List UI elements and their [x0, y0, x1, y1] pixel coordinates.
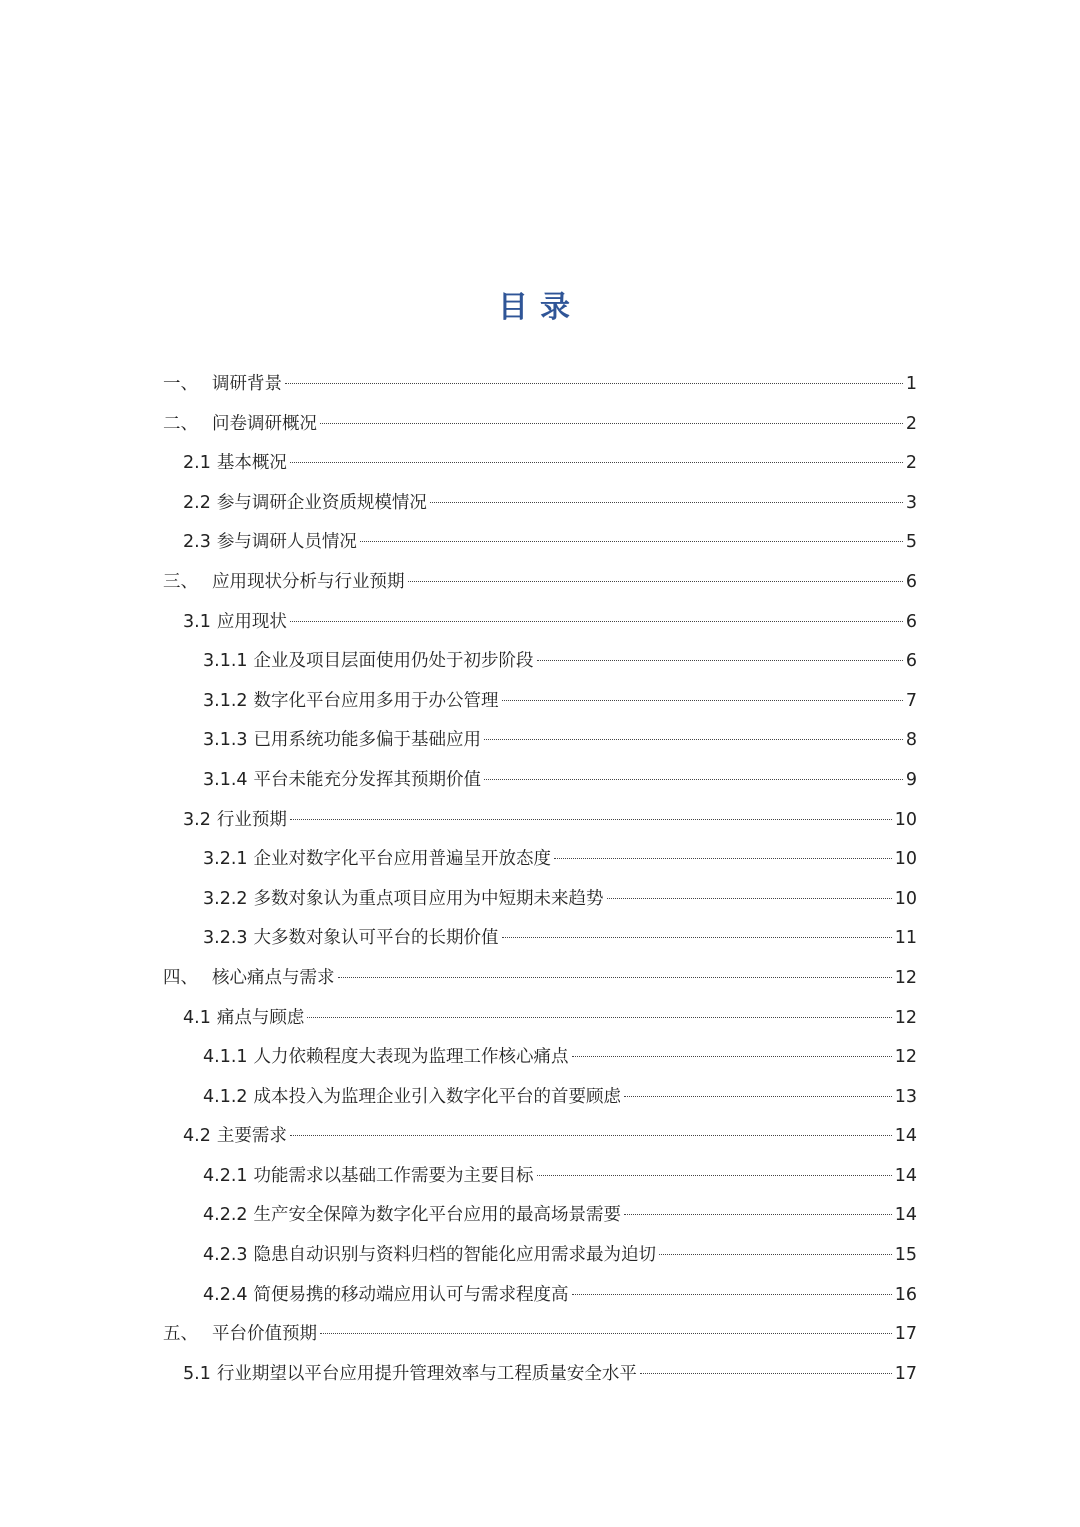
toc-page-number: 9	[905, 769, 917, 790]
toc-entry-number: 3.1.4	[203, 769, 248, 790]
toc-page-number: 7	[905, 690, 917, 711]
toc-entry[interactable]	[163, 919, 917, 959]
toc-page-number: 12	[894, 967, 917, 988]
toc-entry-number: 2.2	[183, 492, 211, 513]
toc-entry-text: 多数对象认为重点项目应用为中短期未来趋势	[253, 888, 604, 909]
toc-entry-label	[203, 761, 481, 801]
toc-page-number: 6	[905, 611, 917, 632]
toc-entry-label	[203, 880, 604, 920]
toc-entry-text: 参与调研人员情况	[216, 532, 357, 553]
toc-entry[interactable]	[163, 523, 917, 563]
dot-leader	[290, 462, 903, 463]
toc-entry-text: 行业预期	[216, 809, 287, 830]
toc-entry[interactable]	[163, 682, 917, 722]
toc-entry-label	[203, 682, 499, 722]
dot-leader	[607, 898, 892, 899]
toc-entry-label	[203, 840, 551, 880]
toc-page-number: 2	[905, 413, 917, 434]
toc-entry-text: 应用现状	[216, 611, 287, 632]
toc-entry-text: 行业期望以平台应用提升管理效率与工程质量安全水平	[216, 1363, 637, 1384]
toc-entry-label	[203, 1078, 621, 1118]
toc-page-number: 14	[894, 1205, 917, 1226]
toc-entry[interactable]	[163, 563, 917, 603]
toc-page-number: 1	[905, 374, 917, 394]
toc-entry-text: 已用系统功能多偏于基础应用	[253, 730, 482, 751]
table-of-contents	[163, 365, 917, 1394]
toc-entry-number: 4.2	[183, 1126, 211, 1147]
toc-page-number: 13	[894, 1086, 917, 1107]
toc-page-number: 14	[894, 1126, 917, 1147]
toc-entry-number: 4.1	[183, 1007, 211, 1028]
toc-entry-text: 成本投入为监理企业引入数字化平台的首要顾虑	[253, 1086, 622, 1107]
toc-page-number: 14	[894, 1165, 917, 1186]
toc-entry-label	[203, 642, 534, 682]
toc-page-number: 17	[894, 1363, 917, 1384]
toc-entry-number: 4.2.4	[203, 1284, 248, 1305]
dot-leader	[624, 1096, 892, 1097]
toc-entry[interactable]	[163, 1315, 917, 1355]
dot-leader	[320, 423, 903, 424]
toc-entry[interactable]	[163, 721, 917, 761]
toc-entry-number: 4.2.3	[203, 1245, 248, 1266]
toc-entry-label	[163, 563, 405, 603]
toc-page-number: 10	[894, 809, 917, 830]
toc-entry-number: 二、	[163, 413, 198, 434]
toc-entry-text: 参与调研企业资质规模情况	[216, 492, 427, 513]
toc-entry-number: 三、	[163, 571, 198, 592]
toc-entry-label	[183, 801, 287, 841]
dot-leader	[537, 660, 903, 661]
toc-page-number: 2	[905, 453, 917, 474]
page-title: 目录	[498, 290, 582, 326]
toc-entry-label	[163, 959, 335, 999]
toc-entry-label	[203, 1038, 569, 1078]
toc-entry-text: 生产安全保障为数字化平台应用的最高场景需要	[253, 1205, 622, 1226]
toc-entry-text: 平台价值预期	[212, 1324, 317, 1345]
toc-entry-number: 3.2.3	[203, 928, 248, 949]
dot-leader	[285, 383, 903, 384]
toc-entry[interactable]	[163, 1196, 917, 1236]
toc-entry-number: 5.1	[183, 1363, 211, 1384]
toc-entry[interactable]	[163, 801, 917, 841]
dot-leader	[537, 1175, 892, 1176]
toc-page-number: 10	[894, 888, 917, 909]
dot-leader	[572, 1056, 892, 1057]
dot-leader	[484, 739, 903, 740]
toc-entry-number: 4.1.2	[203, 1086, 248, 1107]
toc-page-number: 5	[905, 532, 917, 553]
toc-entry-number: 3.2.1	[203, 849, 248, 870]
dot-leader	[320, 1333, 892, 1334]
toc-entry[interactable]	[163, 1157, 917, 1197]
dot-leader	[360, 541, 903, 542]
toc-entry-text: 基本概况	[216, 453, 287, 474]
toc-page-number: 17	[894, 1324, 917, 1345]
dot-leader	[624, 1214, 892, 1215]
toc-entry[interactable]	[163, 603, 917, 643]
dot-leader	[484, 779, 903, 780]
toc-entry[interactable]	[163, 1276, 917, 1316]
toc-entry-text: 企业及项目层面使用仍处于初步阶段	[253, 651, 534, 672]
toc-page-number: 6	[905, 651, 917, 672]
toc-entry-text: 企业对数字化平台应用普遍呈开放态度	[253, 849, 552, 870]
toc-entry-label	[203, 1196, 621, 1236]
dot-leader	[290, 621, 903, 622]
toc-entry[interactable]	[163, 840, 917, 880]
toc-entry-number: 4.2.2	[203, 1205, 248, 1226]
toc-entry-label	[203, 1236, 656, 1276]
dot-leader	[290, 819, 892, 820]
toc-entry-text: 痛点与顾虑	[216, 1007, 305, 1028]
dot-leader	[640, 1373, 892, 1374]
dot-leader	[430, 502, 903, 503]
toc-entry-number: 3.1.1	[203, 651, 248, 672]
toc-entry-number: 4.1.1	[203, 1047, 248, 1068]
dot-leader	[408, 581, 903, 582]
dot-leader	[659, 1254, 892, 1255]
toc-entry-number: 2.3	[183, 532, 211, 553]
toc-entry-number: 3.1	[183, 611, 211, 632]
toc-entry-label	[183, 1355, 637, 1395]
toc-entry-number: 四、	[163, 967, 198, 988]
toc-entry-text: 数字化平台应用多用于办公管理	[253, 690, 499, 711]
toc-page-number: 10	[894, 849, 917, 870]
toc-entry-text: 应用现状分析与行业预期	[212, 571, 405, 592]
toc-entry-text: 调研背景	[212, 374, 282, 394]
toc-entry[interactable]	[163, 642, 917, 682]
toc-entry-label	[183, 484, 427, 524]
toc-entry-label	[183, 523, 357, 563]
toc-page-number: 16	[894, 1284, 917, 1305]
dot-leader	[338, 977, 892, 978]
toc-entry-text: 平台未能充分发挥其预期价值	[253, 769, 482, 790]
toc-entry-label	[183, 603, 287, 643]
toc-entry[interactable]	[163, 959, 917, 999]
toc-entry-number: 3.2.2	[203, 888, 248, 909]
toc-entry[interactable]	[163, 1038, 917, 1078]
toc-entry-label	[203, 1157, 534, 1197]
toc-entry-number: 2.1	[183, 453, 211, 474]
toc-entry-number: 4.2.1	[203, 1165, 248, 1186]
toc-entry-text: 主要需求	[216, 1126, 287, 1147]
toc-entry[interactable]	[163, 1078, 917, 1118]
toc-entry-text: 简便易携的移动端应用认可与需求程度高	[253, 1284, 569, 1305]
toc-entry-label	[183, 999, 304, 1039]
toc-entry-text: 大多数对象认可平台的长期价值	[253, 928, 499, 949]
toc-entry-number: 一、	[163, 374, 198, 394]
toc-entry-label	[183, 1117, 287, 1157]
toc-entry-label	[203, 919, 499, 959]
toc-entry[interactable]	[163, 484, 917, 524]
dot-leader	[502, 937, 892, 938]
toc-entry-label	[163, 365, 282, 405]
toc-page-number: 11	[894, 928, 917, 949]
dot-leader	[572, 1294, 892, 1295]
toc-entry-text: 功能需求以基础工作需要为主要目标	[253, 1165, 534, 1186]
dot-leader	[290, 1135, 892, 1136]
dot-leader	[554, 858, 892, 859]
toc-entry-text: 核心痛点与需求	[212, 967, 335, 988]
toc-entry-label	[203, 721, 481, 761]
toc-entry-text: 隐患自动识别与资料归档的智能化应用需求最为迫切	[253, 1245, 657, 1266]
toc-entry-text: 人力依赖程度大表现为监理工作核心痛点	[253, 1047, 569, 1068]
toc-entry-label	[163, 405, 317, 445]
toc-page-number: 6	[905, 571, 917, 592]
toc-entry[interactable]	[163, 880, 917, 920]
toc-entry-label	[183, 444, 287, 484]
toc-page-number: 3	[905, 492, 917, 513]
toc-entry[interactable]	[163, 1117, 917, 1157]
toc-entry-number: 3.1.3	[203, 730, 248, 751]
toc-entry[interactable]	[163, 365, 917, 405]
toc-page-number: 8	[905, 730, 917, 751]
toc-entry-label	[203, 1276, 569, 1316]
toc-entry[interactable]	[163, 761, 917, 801]
toc-entry[interactable]	[163, 444, 917, 484]
toc-entry[interactable]	[163, 999, 917, 1039]
toc-entry[interactable]	[163, 405, 917, 445]
toc-entry-number: 3.1.2	[203, 690, 248, 711]
toc-entry-label	[163, 1315, 317, 1355]
toc-page-number: 12	[894, 1007, 917, 1028]
toc-entry-text: 问卷调研概况	[212, 413, 317, 434]
dot-leader	[307, 1017, 891, 1018]
toc-entry[interactable]	[163, 1236, 917, 1276]
toc-entry-number: 五、	[163, 1324, 198, 1345]
toc-page-number: 15	[894, 1245, 917, 1266]
dot-leader	[502, 700, 903, 701]
toc-page-number: 12	[894, 1047, 917, 1068]
toc-entry[interactable]	[163, 1355, 917, 1395]
toc-entry-number: 3.2	[183, 809, 211, 830]
